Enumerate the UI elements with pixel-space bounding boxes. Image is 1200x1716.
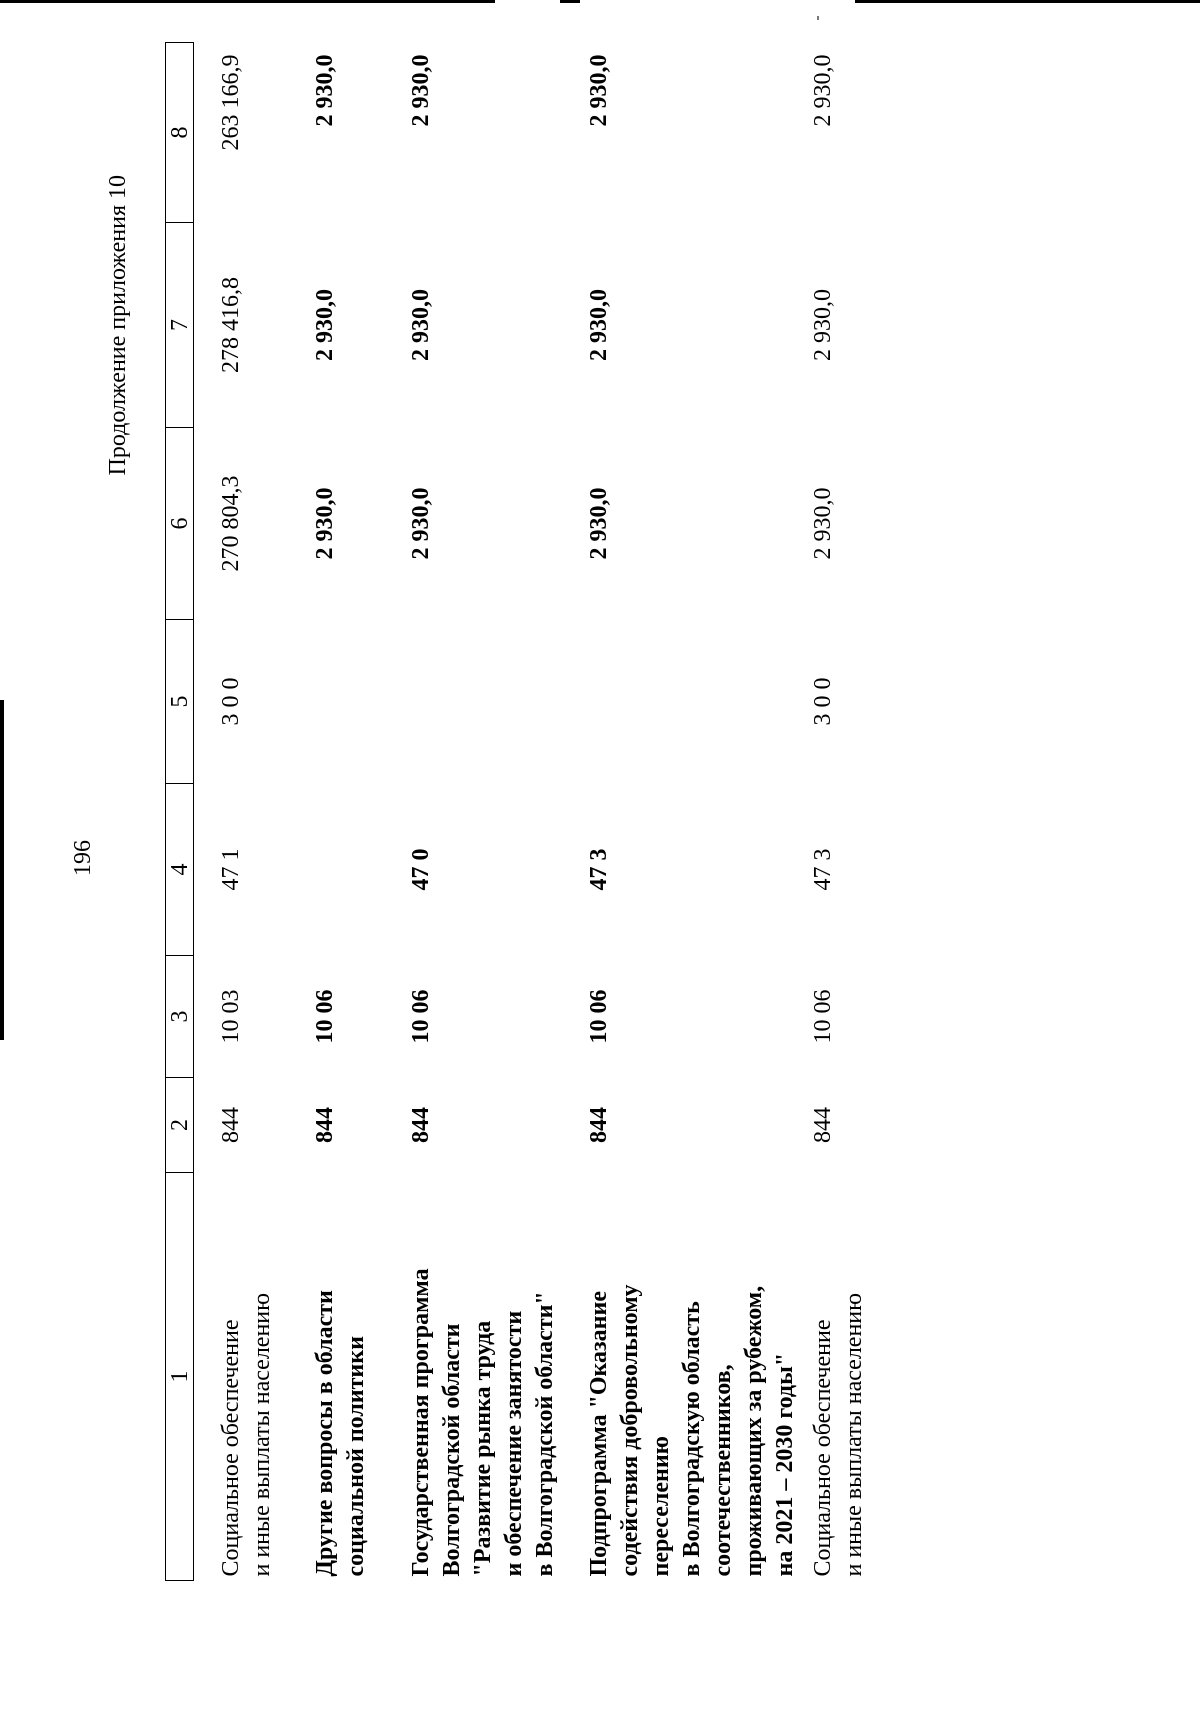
cell-amount-3: 2 930,0 (312, 54, 338, 127)
cell-section: 10 06 (810, 989, 836, 1044)
header-cell-6: 6 (166, 428, 194, 620)
cell-amount-1: 2 930,0 (312, 487, 338, 560)
cell-target: 47 0 (408, 848, 434, 891)
header-cell-2: 2 (166, 1078, 194, 1173)
cell-target (286, 784, 376, 956)
row-name-text: Государственная программа Волгоградской области "Развитие рынка труда и обеспечение занятости в Волгоградской области" (408, 1268, 558, 1577)
cell-code: 844 (218, 1107, 244, 1143)
header-cell-3: 3 (166, 956, 194, 1078)
cell-amount-2: 2 930,0 (586, 289, 612, 361)
header-cell-8: 8 (166, 43, 194, 223)
header-cell-1: 1 (166, 1173, 194, 1581)
row-name-text: Другие вопросы в области социальной политики (312, 1290, 369, 1577)
cell-amount-1: 2 930,0 (810, 487, 836, 560)
cell-section: 10 03 (218, 989, 244, 1044)
table-row (376, 43, 562, 1581)
table-row (194, 43, 287, 1581)
table-row (808, 43, 878, 1581)
cell-amount-1: 2 930,0 (586, 487, 612, 560)
row-name-text: Социальное обеспечение и иные выплаты населению (218, 1292, 275, 1577)
cell-section: 10 06 (312, 989, 338, 1044)
header-cell-4: 4 (166, 784, 194, 956)
budget-table (165, 42, 878, 1581)
cell-section: 10 06 (586, 989, 612, 1044)
cell-target: 47 3 (586, 848, 612, 891)
cell-expense-type: 3 0 0 (218, 677, 244, 726)
cell-code: 844 (312, 1107, 338, 1143)
row-name (286, 1173, 376, 1581)
cell-amount-1: 2 930,0 (408, 487, 434, 560)
continuation-label: Продолжение приложения 10 (105, 175, 131, 476)
cell-expense-type (286, 620, 376, 784)
cell-expense-type: 3 0 0 (810, 677, 836, 726)
table-row (286, 43, 376, 1581)
cell-code: 844 (810, 1107, 836, 1143)
cell-amount-3: 2 930,0 (586, 54, 612, 127)
table-body (194, 43, 879, 1581)
table-header (166, 43, 194, 1581)
cell-section: 10 06 (408, 989, 434, 1044)
cell-expense-type (562, 620, 808, 784)
cell-target: 47 3 (810, 848, 836, 891)
cell-expense-type (376, 620, 562, 784)
row-name (376, 1173, 562, 1581)
cell-code: 844 (586, 1107, 612, 1143)
cell-amount-2: 278 416,8 (218, 277, 244, 373)
row-name (808, 1173, 878, 1581)
cell-amount-3: 2 930,0 (408, 54, 434, 127)
table-row (562, 43, 808, 1581)
row-name-text: Социальное обеспечение и иные выплаты населению (810, 1292, 867, 1577)
cell-amount-2: 2 930,0 (408, 289, 434, 361)
row-name (194, 1173, 287, 1581)
cell-amount-2: 2 930,0 (312, 289, 338, 361)
row-name-text: Подпрограмма "Оказание содействия добровольному переселению в Волгоградскую область соотечественников, проживающих за рубежом, на 2021 – 2030 годы" (586, 1284, 798, 1577)
header-cell-5: 5 (166, 620, 194, 784)
cell-code: 844 (408, 1107, 434, 1143)
cell-amount-2: 2 930,0 (810, 289, 836, 361)
header-cell-7: 7 (166, 223, 194, 428)
header-row (166, 43, 194, 1581)
cell-amount-3: 2 930,0 (810, 54, 836, 127)
cell-amount-3: 263 166,9 (218, 54, 244, 151)
cell-amount-1: 270 804,3 (218, 475, 244, 572)
row-name (562, 1173, 808, 1581)
page-number: 196 (70, 840, 96, 876)
cell-target: 47 1 (218, 848, 244, 891)
